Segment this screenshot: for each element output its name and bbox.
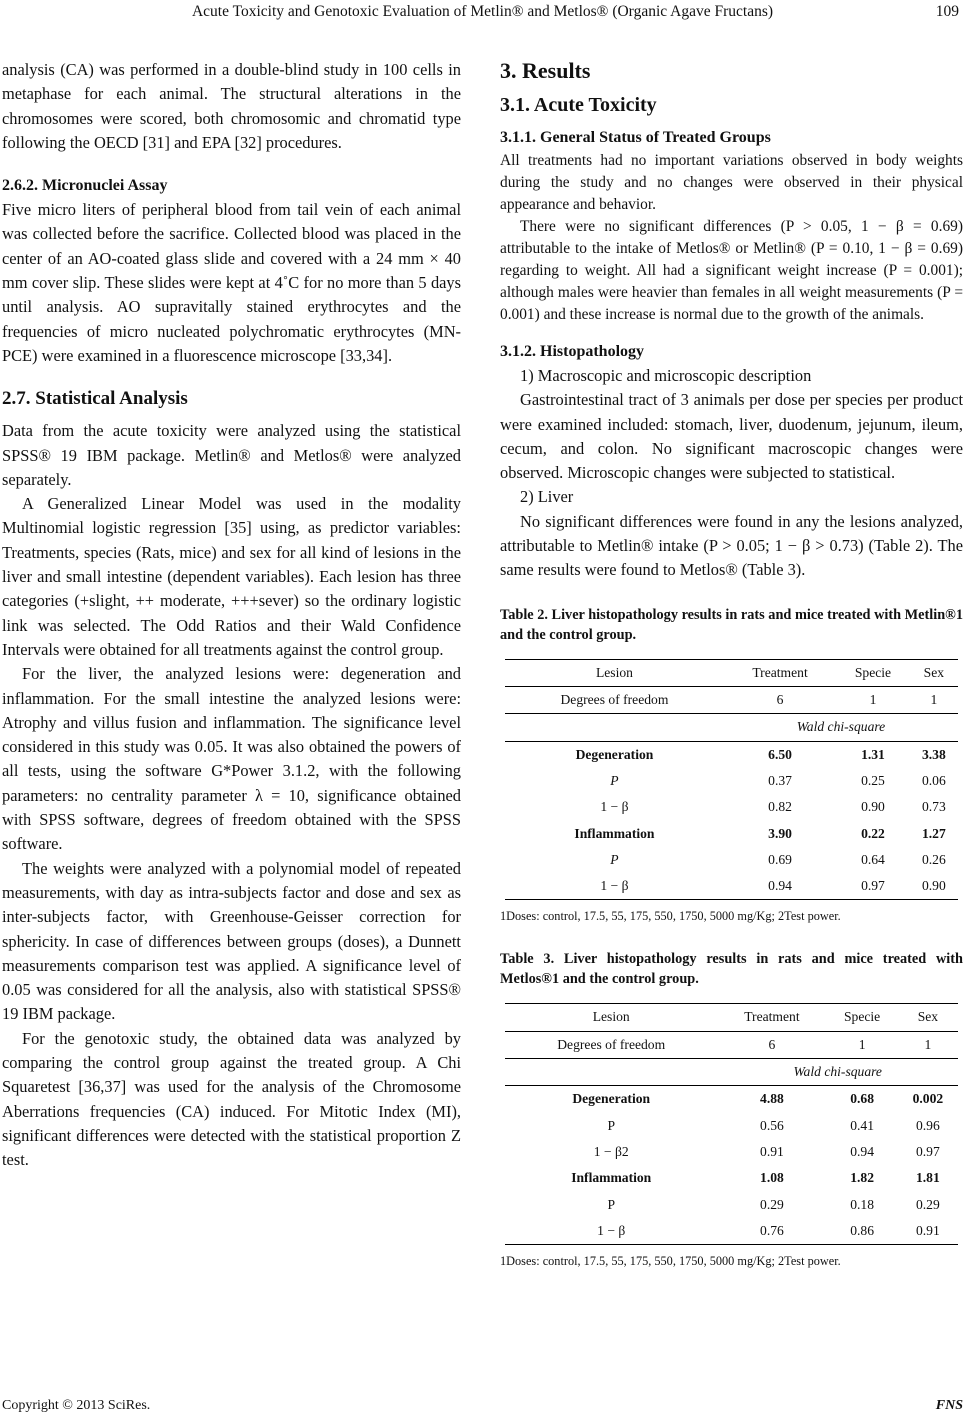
table-cell: 1.27 [921,825,946,841]
table-cell: 0.86 [826,1218,897,1245]
table-cell: P [610,851,619,867]
table-cell: Inflammation [574,825,655,841]
table-cell: 1 [898,1031,958,1058]
table-cell: 0.29 [915,1196,940,1212]
paragraph: Data from the acute toxicity were analyzed using the statistical SPSS® 19 IBM package. Metlin® and Metlos® were analyzed separately. [2,421,461,489]
table-cell: 1 − β2 [593,1143,629,1159]
table-cell: Degeneration [505,1086,717,1113]
table-header: Sex [910,659,958,686]
table-cell: 0.73 [921,799,946,815]
table-cell: 1.82 [850,1170,874,1186]
table-2 [505,659,958,901]
table-cell: P [607,1196,615,1212]
journal-abbreviation: FNS [935,1398,963,1413]
table-cell: 0.002 [898,1086,958,1113]
table-cell: 0.94 [724,873,836,900]
paragraph: The weights were analyzed with a polynomial model of repeated measurements, with day as intra-subjects factor and dose and sex as inter-subjects factor, with Greenhouse-Geisser correction for sphericity. In case of differences between groups (doses), a Dunnett measurements comparison test was applied. A significance level of 0.05 was considered for all the analysis, also with statistical SPSS® 19 IBM package. [2,858,461,1024]
table-2-caption: Table 2. Liver histopathology results in rats and mice treated with Metlin®1 and the control group. [500,606,963,643]
table-cell: Degeneration [505,741,724,768]
table-cell: 1 − β [505,1218,717,1245]
table-cell: 0.26 [921,851,946,867]
running-title: Acute Toxicity and Genotoxic Evaluation of Metlin® and Metlos® (Organic Agave Fructans) [191,3,774,20]
table-cell: 0.68 [826,1086,897,1113]
table-cell: 1 − β [505,873,724,900]
table-cell: 0.97 [915,1143,940,1159]
table-cell: 0.41 [850,1117,874,1133]
table-cell: 0.37 [768,773,792,788]
table-cell: 0.06 [921,773,946,788]
section-heading-micronuclei: 2.6.2. Micronuclei Assay [2,177,168,195]
section-heading-histopathology: 3.1.2. Histopathology [500,343,645,360]
running-head [0,3,965,29]
section-heading-statistical-analysis: 2.7. Statistical Analysis [2,388,188,410]
table-2-footnote: 1Doses: control, 17.5, 55, 175, 550, 1750, 5000 mg/Kg; 2Test power. [500,909,841,924]
table-cell: 1.31 [836,741,910,768]
table-cell: 0.29 [760,1196,784,1212]
table-cell: 0.64 [861,851,885,867]
table-cell: 3.38 [910,741,958,768]
section-heading-results: 3. Results [500,58,591,83]
table-cell: 1.81 [915,1170,940,1186]
table-3-caption: Table 3. Liver histopathology results in rats and mice treated with Metlos®1 and the control group. [500,951,963,988]
table-header: Specie [836,659,910,686]
table-cell: 0.90 [861,799,885,815]
table-cell: 1 [826,1031,897,1058]
paragraph: For the liver, the analyzed lesions were: degeneration and inflammation. For the small intestine the analyzed lesions were: Atrophy and villus fusion and inflammation. The significance level considered in this study was 0.05. It was also obtained the powers of all tests, using the software G*Power 3.1.2, with the following parameters: no centrality parameter λ = 10, significance obtained with SPSS software, degrees of freedom obtained with the SPSS software. [2,664,461,854]
left-column [2,58,461,1172]
table-cell: 0.97 [836,873,910,900]
table-subheader: Wald chi-square [717,1058,958,1085]
paragraph: For the genotoxic study, the obtained data was analyzed by comparing the control group against the treated group. A Chi Squaretest [36,37] was used for the analysis of the Chromosome Aberrations frequencies (CA) induced. For Mitotic Index (MI), significant differences were detected with the statistical proportion Z test. [2,1028,461,1170]
table-cell: 0.25 [861,773,885,788]
paragraph: All treatments had no important variations observed in body weights during the study and no changes were observed in their physical appearance and behavior. [500,152,963,213]
table-cell: P [607,1117,615,1133]
section-heading-acute-toxicity: 3.1. Acute Toxicity [500,94,657,116]
table-cell: 0.90 [910,873,958,900]
table-header: Treatment [724,659,836,686]
table-cell: 4.88 [717,1086,826,1113]
table-header: Sex [898,1004,958,1031]
page-number: 109 [935,3,959,20]
table-cell: Degrees of freedom [505,686,724,713]
paragraph: Five micro liters of peripheral blood from tail vein of each animal was collected before the sacrifice. Collected blood was placed in the center of an AO-coated glass slide and covered with a 24 mm × 40 mm cover slip. These slides were kept at 4˚C for no more than 5 days until analysis. AO supravitally stained erythrocytes and the frequencies of micro nucleated polychromatic erythrocytes (MN-PCE) were examined in a fluorescence microscope [33,34]. [2,200,461,365]
table-cell: 0.96 [915,1117,940,1133]
table-header: Lesion [505,659,724,686]
paragraph: analysis (CA) was performed in a double-blind study in 100 cells in metaphase for each animal. The structural alterations in the chromosomes were scored, both chromosomic and chromatid type following the OECD [31] and EPA [32] procedures. [2,60,461,152]
table-cell: P [610,773,619,788]
table-cell: Degrees of freedom [505,1031,717,1058]
copyright-notice: Copyright © 2013 SciRes. [2,1398,151,1413]
table-header: Lesion [505,1004,717,1031]
paragraph: A Generalized Linear Model was used in the modality Multinomial logistic regression [35] using, as predictor variables: Treatments, species (Rats, mice) and sex for all kind of lesions in the liver and small intestine (dependent variables). Each lesion has three categories (+slight, ++ moderate, +++sever) so the ordinary logistic link was selected. The Odd Ratios and their Wald Confidence Intervals were obtained for all treatments against the control group. [2,494,461,659]
section-heading-general-status: 3.1.1. General Status of Treated Groups [500,129,771,146]
table-subheader: Wald chi-square [724,714,958,741]
table-cell: 0.91 [898,1218,958,1245]
table-cell: 0.22 [861,825,885,841]
paragraph: There were no significant differences (P > 0.05, 1 − β = 0.69) attributable to the intake of Metlos® or Metlin® (P = 0.10, 1 − β = 0.69) regarding to weight. All had a significant weight increase (P = 0.001); although males were heavier than females in all weight measurements (P = 0.001) and these increase is normal due to the growth of the animals. [500,218,963,323]
table-cell: 0.76 [717,1218,826,1245]
paragraph: 2) Liver [520,487,574,507]
table-cell: 0.94 [850,1143,874,1159]
table-cell: 3.90 [768,825,792,841]
table-cell: 0.56 [760,1117,784,1133]
table-header: Specie [826,1004,897,1031]
table-cell: 1.08 [760,1170,784,1186]
table-3-footnote: 1Doses: control, 17.5, 55, 175, 550, 1750, 5000 mg/Kg; 2Test power. [500,1254,841,1269]
paragraph: Gastrointestinal tract of 3 animals per dose per species per product were examined included: stomach, liver, duodenum, jejunum, ileum, cecum, and colon. No significant macroscopic changes were observed. Microscopic changes were subjected to statistical. [500,390,963,483]
table-cell: 1 [836,686,910,713]
table-cell: 0.91 [760,1143,784,1159]
table-cell: 1 − β [600,799,629,815]
table-cell: 0.18 [850,1196,874,1212]
table-header: Treatment [717,1004,826,1031]
table-cell: 6.50 [724,741,836,768]
table-cell: Inflammation [571,1170,652,1186]
table-cell: 0.69 [768,851,792,867]
table-cell: 0.82 [768,799,792,815]
page-footer [2,1398,963,1416]
table-cell: 1 [910,686,958,713]
table-3 [505,1003,958,1245]
table-cell: 6 [717,1031,826,1058]
right-column [500,58,963,1269]
table-cell: 6 [724,686,836,713]
paragraph: 1) Macroscopic and microscopic description [520,366,812,385]
paragraph: No significant differences were found in any the lesions analyzed, attributable to Metlin® intake (P > 0.05; 1 − β > 0.73) (Table 2). The same results were found to Metlos® (Table 3). [500,511,963,580]
